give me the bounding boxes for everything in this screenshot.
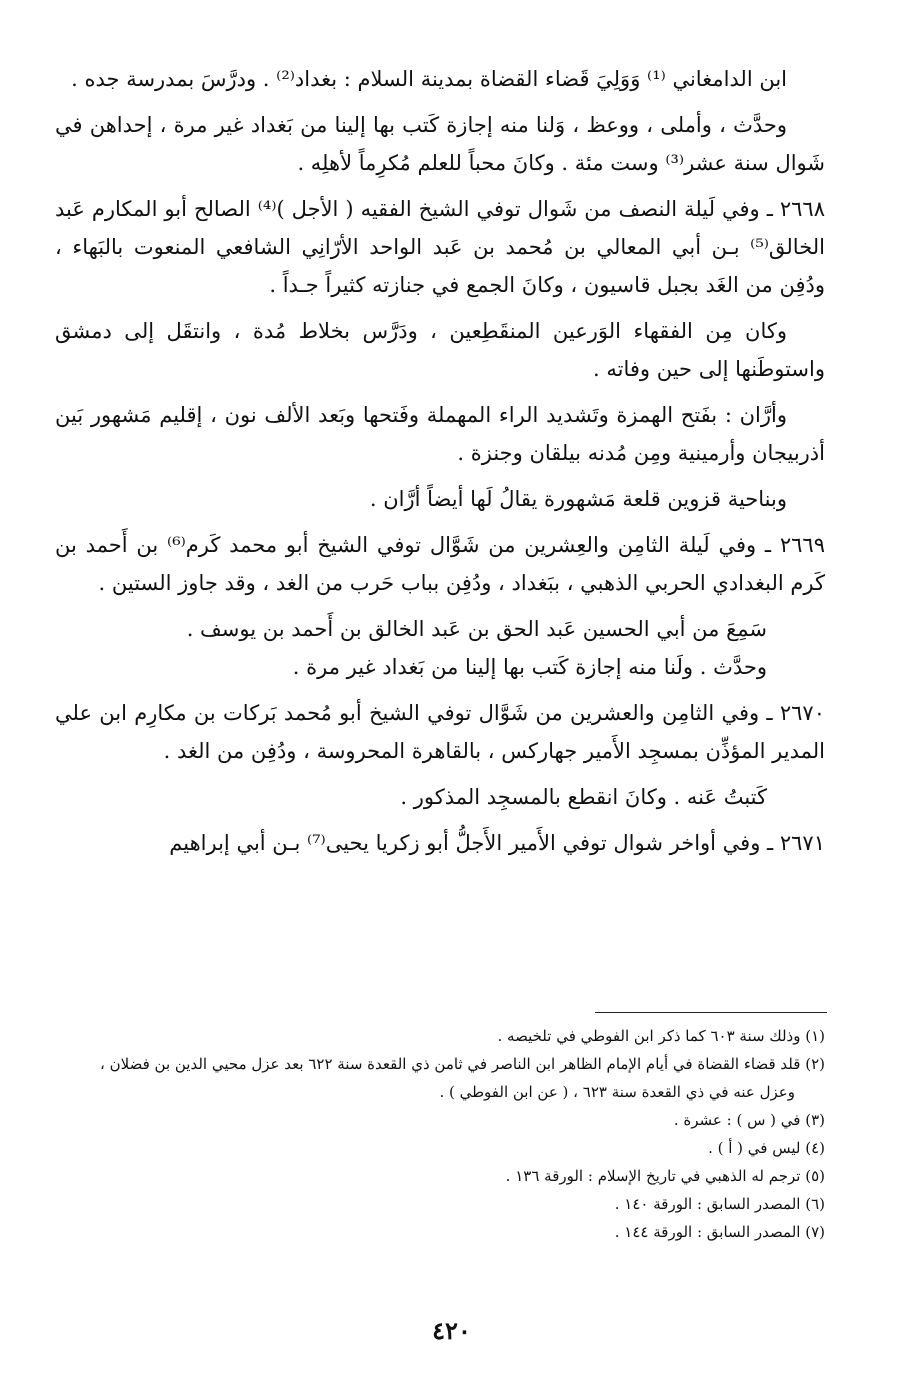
entry-2668: ٢٦٦٨ ـ وفي لَيلة النصف من شَوال توفي الشيخ الفقيه ( الأجل )⁽⁴⁾ الصالح أبو المكارم عَبد الخالق⁽⁵⁾ بـن أبي المعالي بن مُحمد بن عَبد الواحد الأرّانِي الشافعي المنعوت بالبَهاء ، ودُفِن من الغَد بجبل قاسيون ، وكانَ الجمع في جنازته كثيراً جـداً . [55, 197, 825, 297]
paragraph-5: وأرَّان : بفَتح الهمزة وتَشديد الراء المهملة وفَتحها وبَعد الألف نون ، إقليم مَشهور بَين أذربيجان وأرمينية ومِن مُدنه بيلقان وجنزة . [55, 403, 825, 465]
footnote-4: (٤) ليس في ( أ ) . [708, 1139, 825, 1157]
paragraph-1: ابن الدامغاني ⁽¹⁾ وَوَلِيَ قَضاء القضاة بمدينة السلام : بغداد⁽²⁾ . ودرَّسَ بمدرسة جده . [71, 67, 787, 91]
footnotes [55, 1022, 825, 1246]
entry-2670: ٢٦٧٠ ـ وفي الثامِن والعشرين من شَوَّال توفي الشيخ أبو مُحمد بَركات بن مكارِم ابن علي المدير المؤذِّن بمسجِد الأَمير جهاركس ، بالقاهرة المحروسة ، ودُفِن من الغد . [55, 701, 825, 763]
paragraph-2: وحدَّث ، وأملى ، ووعظ ، وَلنا منه إجازة كَتب بها إلينا من بَغداد غير مرة ، إحداهن في شَوال سنة عشر⁽³⁾ وست مئة . وكانَ محباً للعلم مُكرِماً لأهلِه . [55, 113, 825, 175]
entry-2669: ٢٦٦٩ ـ وفي لَيلة الثامِن والعِشرين من شَوَّال توفي الشيخ أبو محمد كَرم⁽⁶⁾ بن أَحمد بن كَرم البغدادي الحربي الذهبي ، ببَغداد ، ودُفِن بباب حَرب من الغد ، وقد جاوز الستين . [55, 533, 825, 595]
paragraph-4: وكان مِن الفقهاء الوَرعين المنقَطِعين ، ودَرَّس بخلاط مُدة ، وانتقَل إلى دمشق واستوطَنها إلى حين وفاته . [55, 319, 825, 381]
paragraph-8: سَمِعَ من أبي الحسين عَبد الحق بن عَبد الخالق بن أَحمد بن يوسف . [186, 617, 767, 641]
page-number: ٤٢٠ [432, 1316, 471, 1345]
footnote-5: (٥) ترجم له الذهبي في تاريخ الإسلام : الورقة ١٣٦ . [505, 1167, 825, 1185]
footnote-2-continued: وعزل عنه في ذي القعدة سنة ٦٢٣ ، ( عن ابن الفوطي ) . [439, 1083, 795, 1101]
paragraph-9: وحدَّث . ولَنا منه إجازة كَتب بها إلينا من بَغداد غير مرة . [292, 655, 767, 679]
main-text [55, 60, 825, 870]
footnote-7: (٧) المصدر السابق : الورقة ١٤٤ . [614, 1223, 825, 1241]
paragraph-6: وبناحية قزوين قلعة مَشهورة يقالُ لَها أيضاً أرَّان . [369, 487, 787, 511]
footnote-6: (٦) المصدر السابق : الورقة ١٤٠ . [614, 1195, 825, 1213]
entry-2671: ٢٦٧١ ـ وفي أواخر شوال توفي الأَمير الأَجلُّ أبو زكريا يحيى⁽⁷⁾ بـن أبي إبراهيم [169, 831, 825, 855]
footnote-divider [595, 1012, 827, 1013]
footnote-1: (١) وذلك سنة ٦٠٣ كما ذكر ابن الفوطي في تلخيصه . [497, 1027, 825, 1045]
footnote-3: (٣) في ( س ) : عشرة . [673, 1111, 825, 1129]
paragraph-11: كَتبتُ عَنه . وكانَ انقطع بالمسجِد المذكور . [400, 785, 767, 809]
footnote-2: (٢) قلد قضاء القضاة في أيام الإمام الظاهر ابن الناصر في ثامن ذي القعدة سنة ٦٢٢ بعد عزل محيي الدين بن فضلان ، [100, 1055, 825, 1073]
